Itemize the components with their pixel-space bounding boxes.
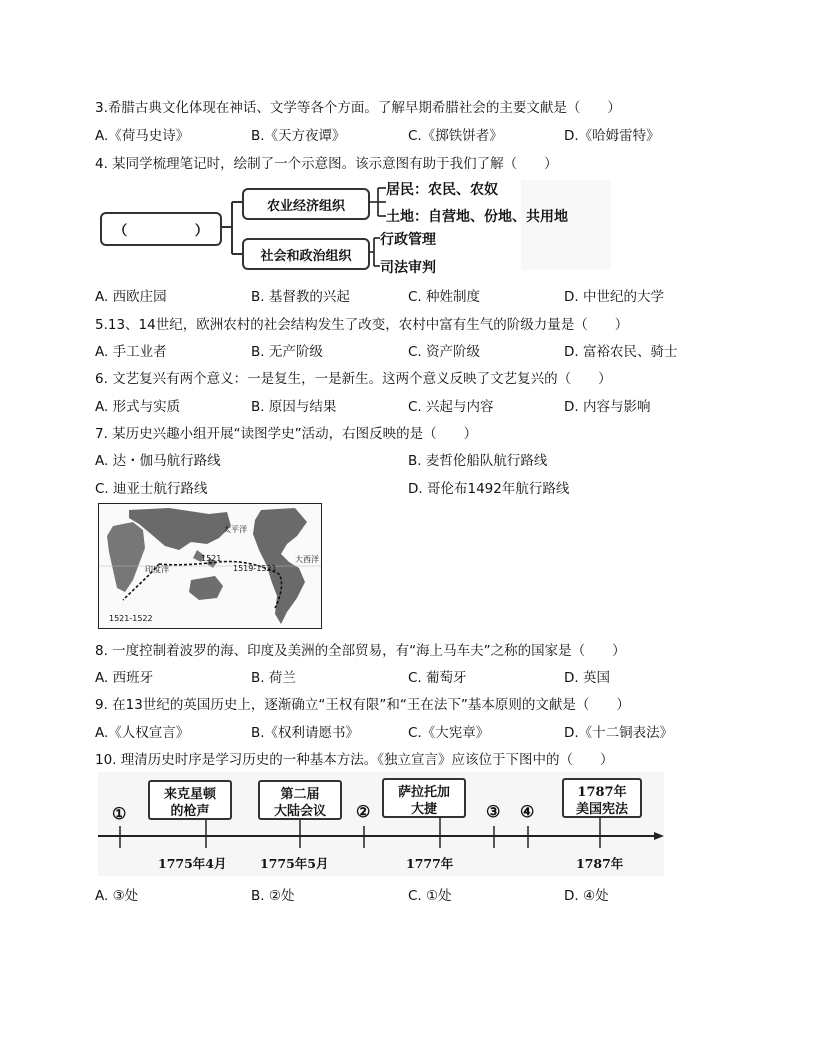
map-label-ocean1: 太平洋 <box>223 525 247 534</box>
q7-option-d[interactable]: D. 哥伦布1492年航行路线 <box>408 481 570 497</box>
map-label-ocean2: 印度洋 <box>145 565 169 574</box>
q6-option-c[interactable]: C. 兴起与内容 <box>408 399 494 415</box>
question-8-stem: 8. 一度控制着波罗的海、印度及美洲的全部贸易，有“海上马车夫”之称的国家是（ ） <box>95 643 626 659</box>
question-5-stem: 5.13、14世纪，欧洲农村的社会结构发生了改变，农村中富有生气的阶级力量是（ ） <box>95 317 629 333</box>
q5-option-d[interactable]: D. 富裕农民、骑士 <box>564 344 678 360</box>
map-label-year2: 1519-1521 <box>233 564 277 573</box>
q6-option-b[interactable]: B. 原因与结果 <box>251 399 337 415</box>
timeline-event-constitution: 1787年 美国宪法 <box>562 778 642 818</box>
independence-timeline <box>98 772 664 876</box>
world-map-graphic <box>99 504 321 628</box>
q4-option-a[interactable]: A. 西欧庄园 <box>95 289 167 305</box>
q3-option-a[interactable]: A.《荷马史诗》 <box>95 128 190 144</box>
q8-option-a[interactable]: A. 西班牙 <box>95 670 154 686</box>
q4-option-b[interactable]: B. 基督教的兴起 <box>251 289 350 305</box>
question-10-stem: 10. 理清历史时序是学习历史的一种基本方法。《独立宣言》应该位于下图中的（ ） <box>95 752 614 768</box>
timeline-event-lexington: 来克星顿 的枪声 <box>148 780 232 820</box>
q3-option-d[interactable]: D.《哈姆雷特》 <box>564 128 660 144</box>
q3-option-c[interactable]: C.《掷铁饼者》 <box>408 128 503 144</box>
question-4-stem: 4. 某同学梳理笔记时，绘制了一个示意图。该示意图有助于我们了解（ ） <box>95 156 558 172</box>
q10-option-b[interactable]: B. ②处 <box>251 888 295 904</box>
q3-option-b[interactable]: B.《天方夜谭》 <box>251 128 346 144</box>
q10-option-c[interactable]: C. ①处 <box>408 888 452 904</box>
map-label-year1: 1521 <box>201 554 222 563</box>
map-label-year3: 1521-1522 <box>109 614 153 623</box>
q9-option-a[interactable]: A.《人权宣言》 <box>95 725 190 741</box>
diagram-leaf-land: 土地：自营地、份地、共用地 <box>386 209 568 225</box>
timeline-event-saratoga: 萨拉托加 大捷 <box>382 778 466 818</box>
timeline-date-4: 1787年 <box>576 856 624 871</box>
timeline-event-congress: 第二届 大陆会议 <box>258 780 342 820</box>
q9-option-d[interactable]: D.《十二铜表法》 <box>564 725 674 741</box>
q7-option-b[interactable]: B. 麦哲伦船队航行路线 <box>408 453 548 469</box>
q4-option-d[interactable]: D. 中世纪的大学 <box>564 289 664 305</box>
q10-option-a[interactable]: A. ③处 <box>95 888 139 904</box>
question-9-stem: 9. 在13世纪的英国历史上，逐渐确立“王权有限”和“王在法下”基本原则的文献是（ ） <box>95 697 630 713</box>
question-3-stem: 3.希腊古典文化体现在神话、文学等各个方面。了解早期希腊社会的主要文献是（ ） <box>95 100 621 116</box>
timeline-marker-2: ② <box>356 802 371 821</box>
q8-option-b[interactable]: B. 荷兰 <box>251 670 296 686</box>
question-7-stem: 7. 某历史兴趣小组开展“读图学史”活动，右图反映的是（ ） <box>95 426 478 442</box>
diagram-leaf-residents: 居民：农民、农奴 <box>386 182 498 198</box>
q9-option-b[interactable]: B.《权利请愿书》 <box>251 725 360 741</box>
manor-diagram <box>96 176 616 276</box>
q6-option-d[interactable]: D. 内容与影响 <box>564 399 651 415</box>
timeline-date-2: 1775年5月 <box>260 856 329 871</box>
timeline-date-3: 1777年 <box>406 856 454 871</box>
diagram-branch-economic: 农业经济组织 <box>242 188 370 220</box>
voyage-map <box>98 503 322 629</box>
q8-option-d[interactable]: D. 英国 <box>564 670 610 686</box>
map-label-ocean3: 大西洋 <box>295 555 319 564</box>
question-6-stem: 6. 文艺复兴有两个意义：一是复生，一是新生。这两个意义反映了文艺复兴的（ ） <box>95 371 612 387</box>
q10-option-d[interactable]: D. ④处 <box>564 888 609 904</box>
timeline-marker-4: ④ <box>520 802 535 821</box>
timeline-date-1: 1775年4月 <box>158 856 227 871</box>
q4-option-c[interactable]: C. 种姓制度 <box>408 289 481 305</box>
diagram-leaf-judicial: 司法审判 <box>380 260 436 276</box>
q5-option-b[interactable]: B. 无产阶级 <box>251 344 323 360</box>
diagram-leaf-administration: 行政管理 <box>380 232 436 248</box>
timeline-marker-3: ③ <box>486 802 501 821</box>
q9-option-c[interactable]: C.《大宪章》 <box>408 725 490 741</box>
q7-option-a[interactable]: A. 达・伽马航行路线 <box>95 453 221 469</box>
q7-option-c[interactable]: C. 迪亚士航行路线 <box>95 481 208 497</box>
diagram-blank-box: （ ） <box>100 212 222 246</box>
q5-option-a[interactable]: A. 手工业者 <box>95 344 167 360</box>
timeline-marker-1: ① <box>112 804 127 823</box>
q8-option-c[interactable]: C. 葡萄牙 <box>408 670 467 686</box>
q6-option-a[interactable]: A. 形式与实质 <box>95 399 181 415</box>
diagram-branch-political: 社会和政治组织 <box>242 238 370 270</box>
q5-option-c[interactable]: C. 资产阶级 <box>408 344 481 360</box>
